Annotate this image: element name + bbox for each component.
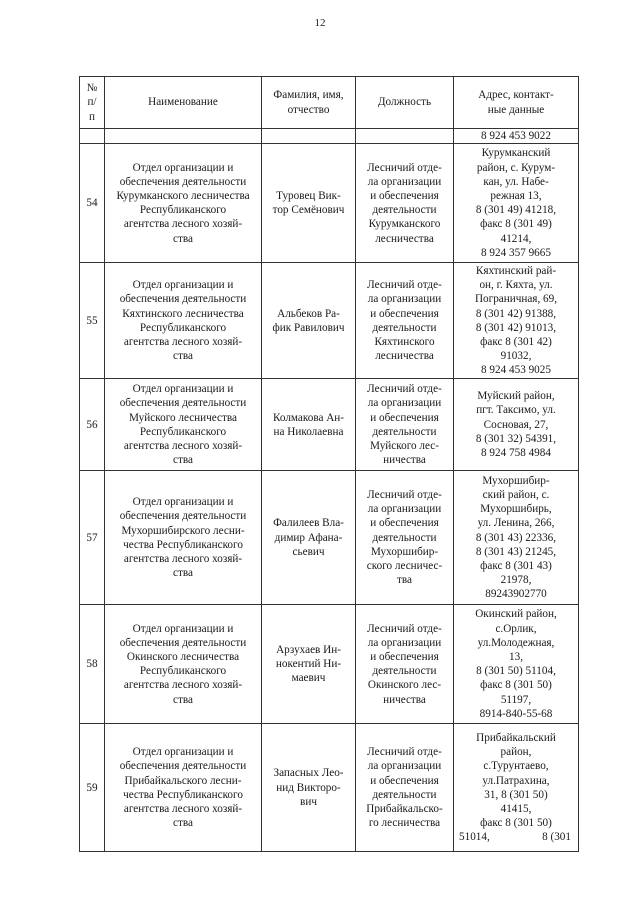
text-line: тва [397,574,412,587]
text-line: Туровец Вик- [276,190,341,202]
text-line: 8 924 453 9022 [481,130,551,142]
text-line: димир Афана- [274,531,343,544]
text-line: Муйского лесничества [129,411,237,424]
header-address [454,77,579,129]
text-line: 8 (301 42) 91013, [475,321,557,334]
text-line: Сосновая, 27, [483,418,549,431]
text-line: ла организации [367,175,442,188]
text-line: Лесничий отде- [367,279,442,292]
table-row [80,605,579,724]
text-line: деятельности [372,531,437,544]
text-line: ул.Патрахина, [482,774,550,787]
text-line: район, [500,746,532,759]
text-line: Муйского лес- [370,439,439,452]
text-line: Арзухаев Ин- [276,643,341,656]
text-line: агентства лесного хозяй- [123,218,243,231]
continuation-address [454,129,579,144]
job-title [356,605,454,724]
table-row [80,144,579,263]
text-line: Прибайкальский [476,731,556,744]
text-line: 8 (301 32) 54391, [475,432,557,445]
text-line: вич [300,795,317,808]
text-line: Отдел организации и [132,746,234,759]
header-fio [262,77,356,129]
text-line: Окинский район, [475,608,557,621]
table-row [80,724,579,852]
text-line: и обеспечения [370,774,439,787]
text-line: Запасных Лео- [273,767,344,780]
text-line: обеспечения деятельности [119,175,247,188]
text-line: Лесничий отде- [367,746,442,759]
text-line: нокентий Ни- [275,658,342,671]
text-line: Отдел организации и [132,383,234,396]
text-line: Отдел организации и [132,279,234,292]
text-line: ул. Ленина, 266, [477,517,555,530]
text-line: Прибайкальского лесни- [124,774,242,787]
text-line: и обеспечения [370,411,439,424]
job-title [356,263,454,379]
text-line: и обеспечения [370,307,439,320]
text-line: ничества [383,454,426,467]
text-line: Колмакова Ан- [272,411,345,424]
table-row [80,263,579,379]
text-line: Пограничная, 69, [474,293,558,306]
text-line: кан, ул. Набе- [483,175,549,188]
text-line: ла организации [367,503,442,516]
text-line: деятельности [372,788,437,801]
text-line: 89243902770 [485,588,547,601]
text-line: Лесничий отде- [367,488,442,501]
person-name [262,724,356,852]
department-name [105,724,262,852]
text-line: факс 8 (301 43) [480,560,552,572]
text-line: обеспечения деятельности [119,510,247,523]
text-line: агентства лесного хозяй- [123,802,243,815]
department-name [105,379,262,471]
continuation-position [356,129,454,144]
text-line: ства [173,454,193,467]
text-line: Мухоршибир- [370,545,439,558]
text-line: 21978, [500,574,532,587]
row-number: 59 [80,724,105,852]
text-line: агентства лесного хозяй- [123,552,243,565]
text-line: и обеспечения [370,651,439,663]
text-line: ла организации [367,760,442,773]
text-line: Адрес, контакт- [478,89,554,102]
text-line: обеспечения деятельности [119,636,247,649]
text-line: 8 924 758 4984 [481,447,551,459]
text-line: чества Республиканского [123,538,243,551]
text-line: деятельности [372,665,437,678]
text-line: Лесничий отде- [367,161,442,174]
table-row [80,471,579,605]
page-number: 12 [314,17,326,29]
text-line: факс 8 (301 42) [480,335,552,348]
text-line: 8 (301 43) 21245, [475,545,557,558]
text-line: Муйский район, [477,390,555,403]
address-contacts [454,471,579,605]
text-line: отчество [287,103,330,116]
department-name [105,471,262,605]
text-line: агентства лесного хозяй- [123,439,243,452]
text-line: № [86,82,98,95]
address-contacts [454,144,579,263]
text-line: Курумканский [481,147,551,160]
text-line: Кяхтинского [374,335,435,348]
table-row [80,379,579,471]
person-name [262,144,356,263]
text-line: п [89,110,95,123]
text-line: 8914-840-55-68 [479,707,553,720]
text-line: Республиканского [139,665,227,678]
text-line: на Николаевна [273,425,344,438]
header-position [356,77,454,129]
text-line: маевич [291,672,326,685]
text-line: Курумканского лесничества [116,190,250,202]
person-name [262,605,356,724]
text-line: агентства лесного хозяй- [123,679,243,692]
text-line: 8 924 453 9025 [481,364,551,377]
department-name [105,263,262,379]
address-contacts [454,724,579,852]
text-line: обеспечения деятельности [119,293,247,306]
text-line: деятельности [372,321,437,334]
text-line: Отдел организации и [132,496,234,509]
text-line: тор Семёнович [272,204,345,217]
text-line: ные данные [487,103,545,116]
department-name [105,605,262,724]
text-line: деятельности [372,204,437,217]
continuation-num [80,129,105,144]
job-title [356,471,454,605]
table-header-row [80,77,579,129]
text-line: Прибайкальско- [366,802,443,815]
text-line: и обеспечения [370,190,439,202]
text-line: Отдел организации и [132,161,234,174]
text-line: Фалилеев Вла- [273,517,344,530]
forestry-contacts-table [79,76,579,852]
department-name [105,144,262,263]
text-line: с.Турунтаево, [483,760,549,773]
text-line: ский район, с. [482,488,550,501]
text-line: ства [173,232,193,245]
text-line: Мухоршибирь, [480,503,552,516]
address-contacts [454,605,579,724]
header-num [80,77,105,129]
text-line: ла организации [367,397,442,410]
text-line: Кяхтинского лесничества [122,307,244,320]
text-line: ства [173,567,193,580]
address-contacts [454,263,579,379]
text-line: 51197, [500,693,532,706]
text-line: Курумканского [368,218,441,231]
text-line: ского лесничес- [366,560,443,572]
row-number: 57 [80,471,105,605]
address-contacts [454,379,579,471]
text-line: нид Викторо- [276,781,341,794]
text-line: 51014, 8 (301 [459,831,571,844]
text-line: 41214, [500,232,532,245]
text-line: ла организации [367,636,442,649]
text-line: Лесничий отде- [367,383,442,396]
job-title [356,724,454,852]
row-number: 54 [80,144,105,263]
header-name [105,77,262,129]
text-line: деятельности [372,425,437,438]
text-line: 8 (301 49) 41218, [475,204,557,217]
text-line: Должность [377,96,432,109]
text-line: факс 8 (301 49) [480,218,552,231]
text-line: 41415, [500,802,532,815]
text-line: Окинского лесничества [126,651,240,663]
text-line: 8 924 357 9665 [481,246,551,259]
text-line: и обеспечения [370,517,439,530]
person-name [262,471,356,605]
text-line: район, с. Курум- [476,161,556,174]
text-line: го лесничества [368,817,441,830]
text-line: ства [173,817,193,830]
continuation-name [105,129,262,144]
row-number: 56 [80,379,105,471]
text-line: обеспечения деятельности [119,397,247,410]
text-line: с.Орлик, [495,622,537,635]
text-line: Кяхтинский рай- [475,264,557,277]
job-title [356,379,454,471]
text-line: режная 13, [490,190,542,202]
row-number: 58 [80,605,105,724]
text-line: чества Республиканского [123,788,243,801]
text-line: Фамилия, имя, [273,89,344,102]
person-name [262,263,356,379]
text-line: ла организации [367,293,442,306]
text-line: п/ [87,96,97,109]
text-line: сьевич [292,545,325,558]
text-line: ства [173,350,193,363]
text-line: лесничества [375,350,434,363]
job-title [356,144,454,263]
row-number: 55 [80,263,105,379]
text-line: Отдел организации и [132,622,234,635]
continuation-fio [262,129,356,144]
text-line: 31, 8 (301 50) [484,788,548,801]
text-line: ничества [383,693,426,706]
person-name [262,379,356,471]
text-line: Республиканского [139,321,227,334]
text-line: 91032, [500,350,532,363]
text-line: пгт. Таксимо, ул. [476,404,556,417]
text-line: ул.Молодежная, [477,636,555,649]
text-line: Мухоршибир- [482,474,550,487]
text-line: он, г. Кяхта, ул. [479,279,553,292]
text-line: 8 (301 43) 22336, [475,531,557,544]
text-line: обеспечения деятельности [119,760,247,773]
text-line: фик Равилович [272,321,345,334]
text-line: Альбеков Ра- [277,307,340,320]
text-line: Республиканского [139,425,227,438]
text-line: Наименование [148,96,218,109]
text-line: агентства лесного хозяй- [123,335,243,348]
text-line: 13, [509,651,523,663]
text-line: 8 (301 50) 51104, [476,665,556,678]
text-line: Лесничий отде- [367,622,442,635]
text-line: Республиканского [139,204,227,217]
text-line: 8 (301 42) 91388, [475,307,557,320]
text-line: Мухоршибирского лесни- [121,524,245,537]
text-line: Окинского лес- [367,679,442,692]
text-line: факс 8 (301 50) [480,679,552,692]
continuation-row [80,129,579,144]
text-line: факс 8 (301 50) [480,817,552,830]
text-line: ства [173,693,193,706]
text-line: лесничества [375,232,434,245]
